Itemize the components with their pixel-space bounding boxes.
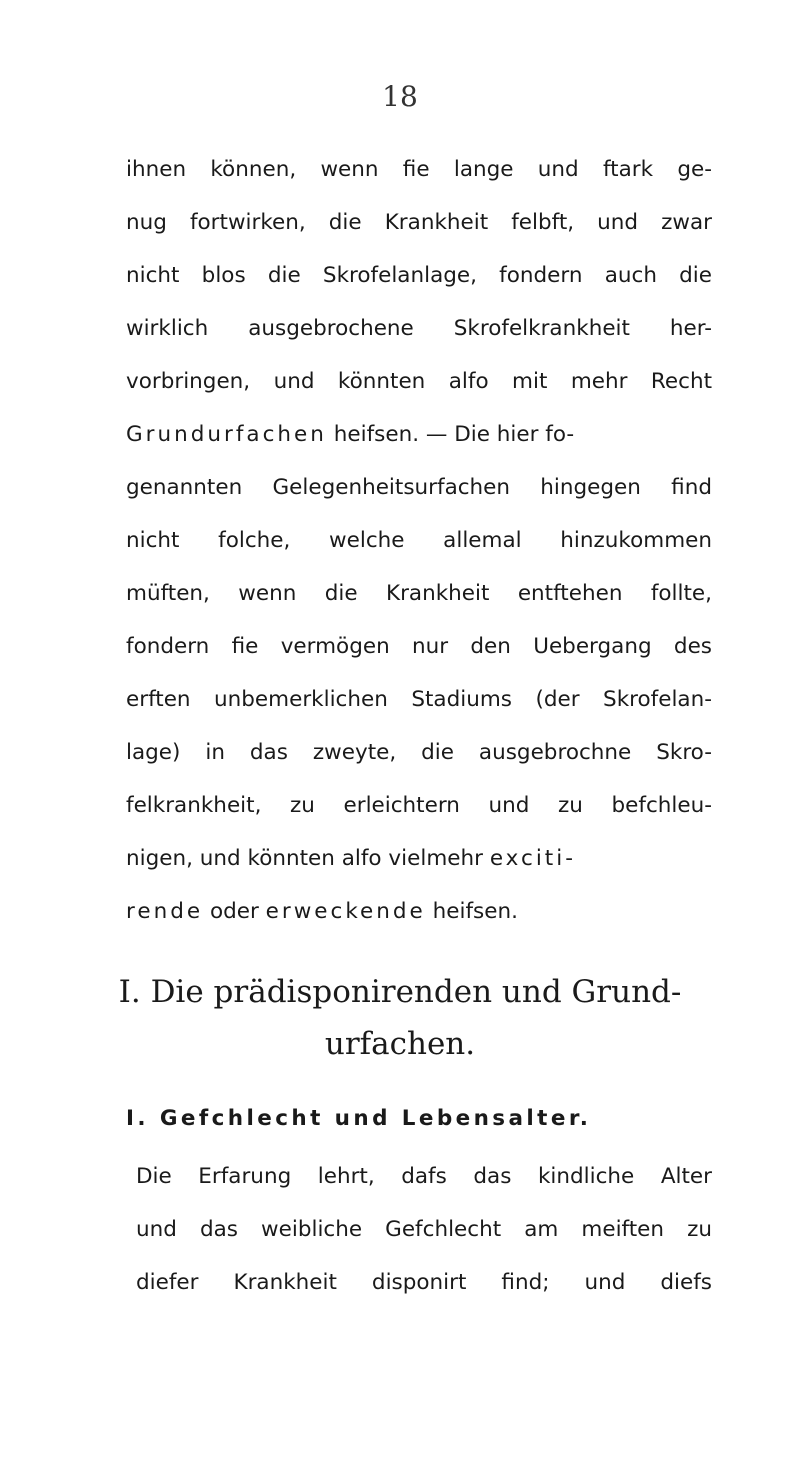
text-run: oder [203,899,266,924]
text-line: felkrankheit, zu erleichtern und zu befchleu- [126,793,712,818]
text-line: ihnen können, wenn fie lange und ftark ge- [126,157,712,182]
text-run: heifsen. — Die hier fo- [326,422,575,447]
text-line [126,420,712,450]
text-line [126,844,712,874]
text-line: nicht folche, welche allemal hinzukommen [126,528,712,553]
text-line [126,897,712,927]
text-line: fondern fie vermögen nur den Uebergang des [126,634,712,659]
text-line: nicht blos die Skrofelanlage, fondern auch die [126,263,712,288]
section-heading-continuation: urfachen. [324,1026,476,1062]
emphasized-term: erweckende [265,899,426,924]
page-number: 18 [382,80,418,113]
text-line: nug fortwirken, die Krankheit felbft, und zwar [126,210,712,235]
emphasized-term: Grundurfachen [126,422,327,447]
text-line: lage) in das zweyte, die ausgebrochne Skro- [126,740,712,765]
text-line: diefer Krankheit disponirt find; und diefs [136,1270,712,1295]
emphasized-term: rende [126,899,204,924]
text-run: nigen, und könnten alfo vielmehr [126,846,483,871]
text-run: heifsen. [425,899,518,924]
text-line: erften unbemerklichen Stadiums (der Skrofelan- [126,687,712,712]
text-line: und das weibliche Gefchlecht am meiften zu [136,1217,712,1242]
subsection-heading: I. Gefchlecht und Lebensalter. [126,1106,592,1131]
text-line: vorbringen, und könnten alfo mit mehr Recht [126,369,712,394]
text-line: Die Erfarung lehrt, dafs das kindliche Alter [136,1164,712,1189]
text-line: müften, wenn die Krankheit entftehen follte, [126,581,712,606]
text-line: wirklich ausgebrochene Skrofelkrankheit her- [126,316,712,341]
section-heading: I. Die prädisponirenden und Grund- [118,974,682,1010]
text-line: genannten Gelegenheitsurfachen hingegen find [126,475,712,500]
emphasized-term: exciti- [489,846,576,871]
